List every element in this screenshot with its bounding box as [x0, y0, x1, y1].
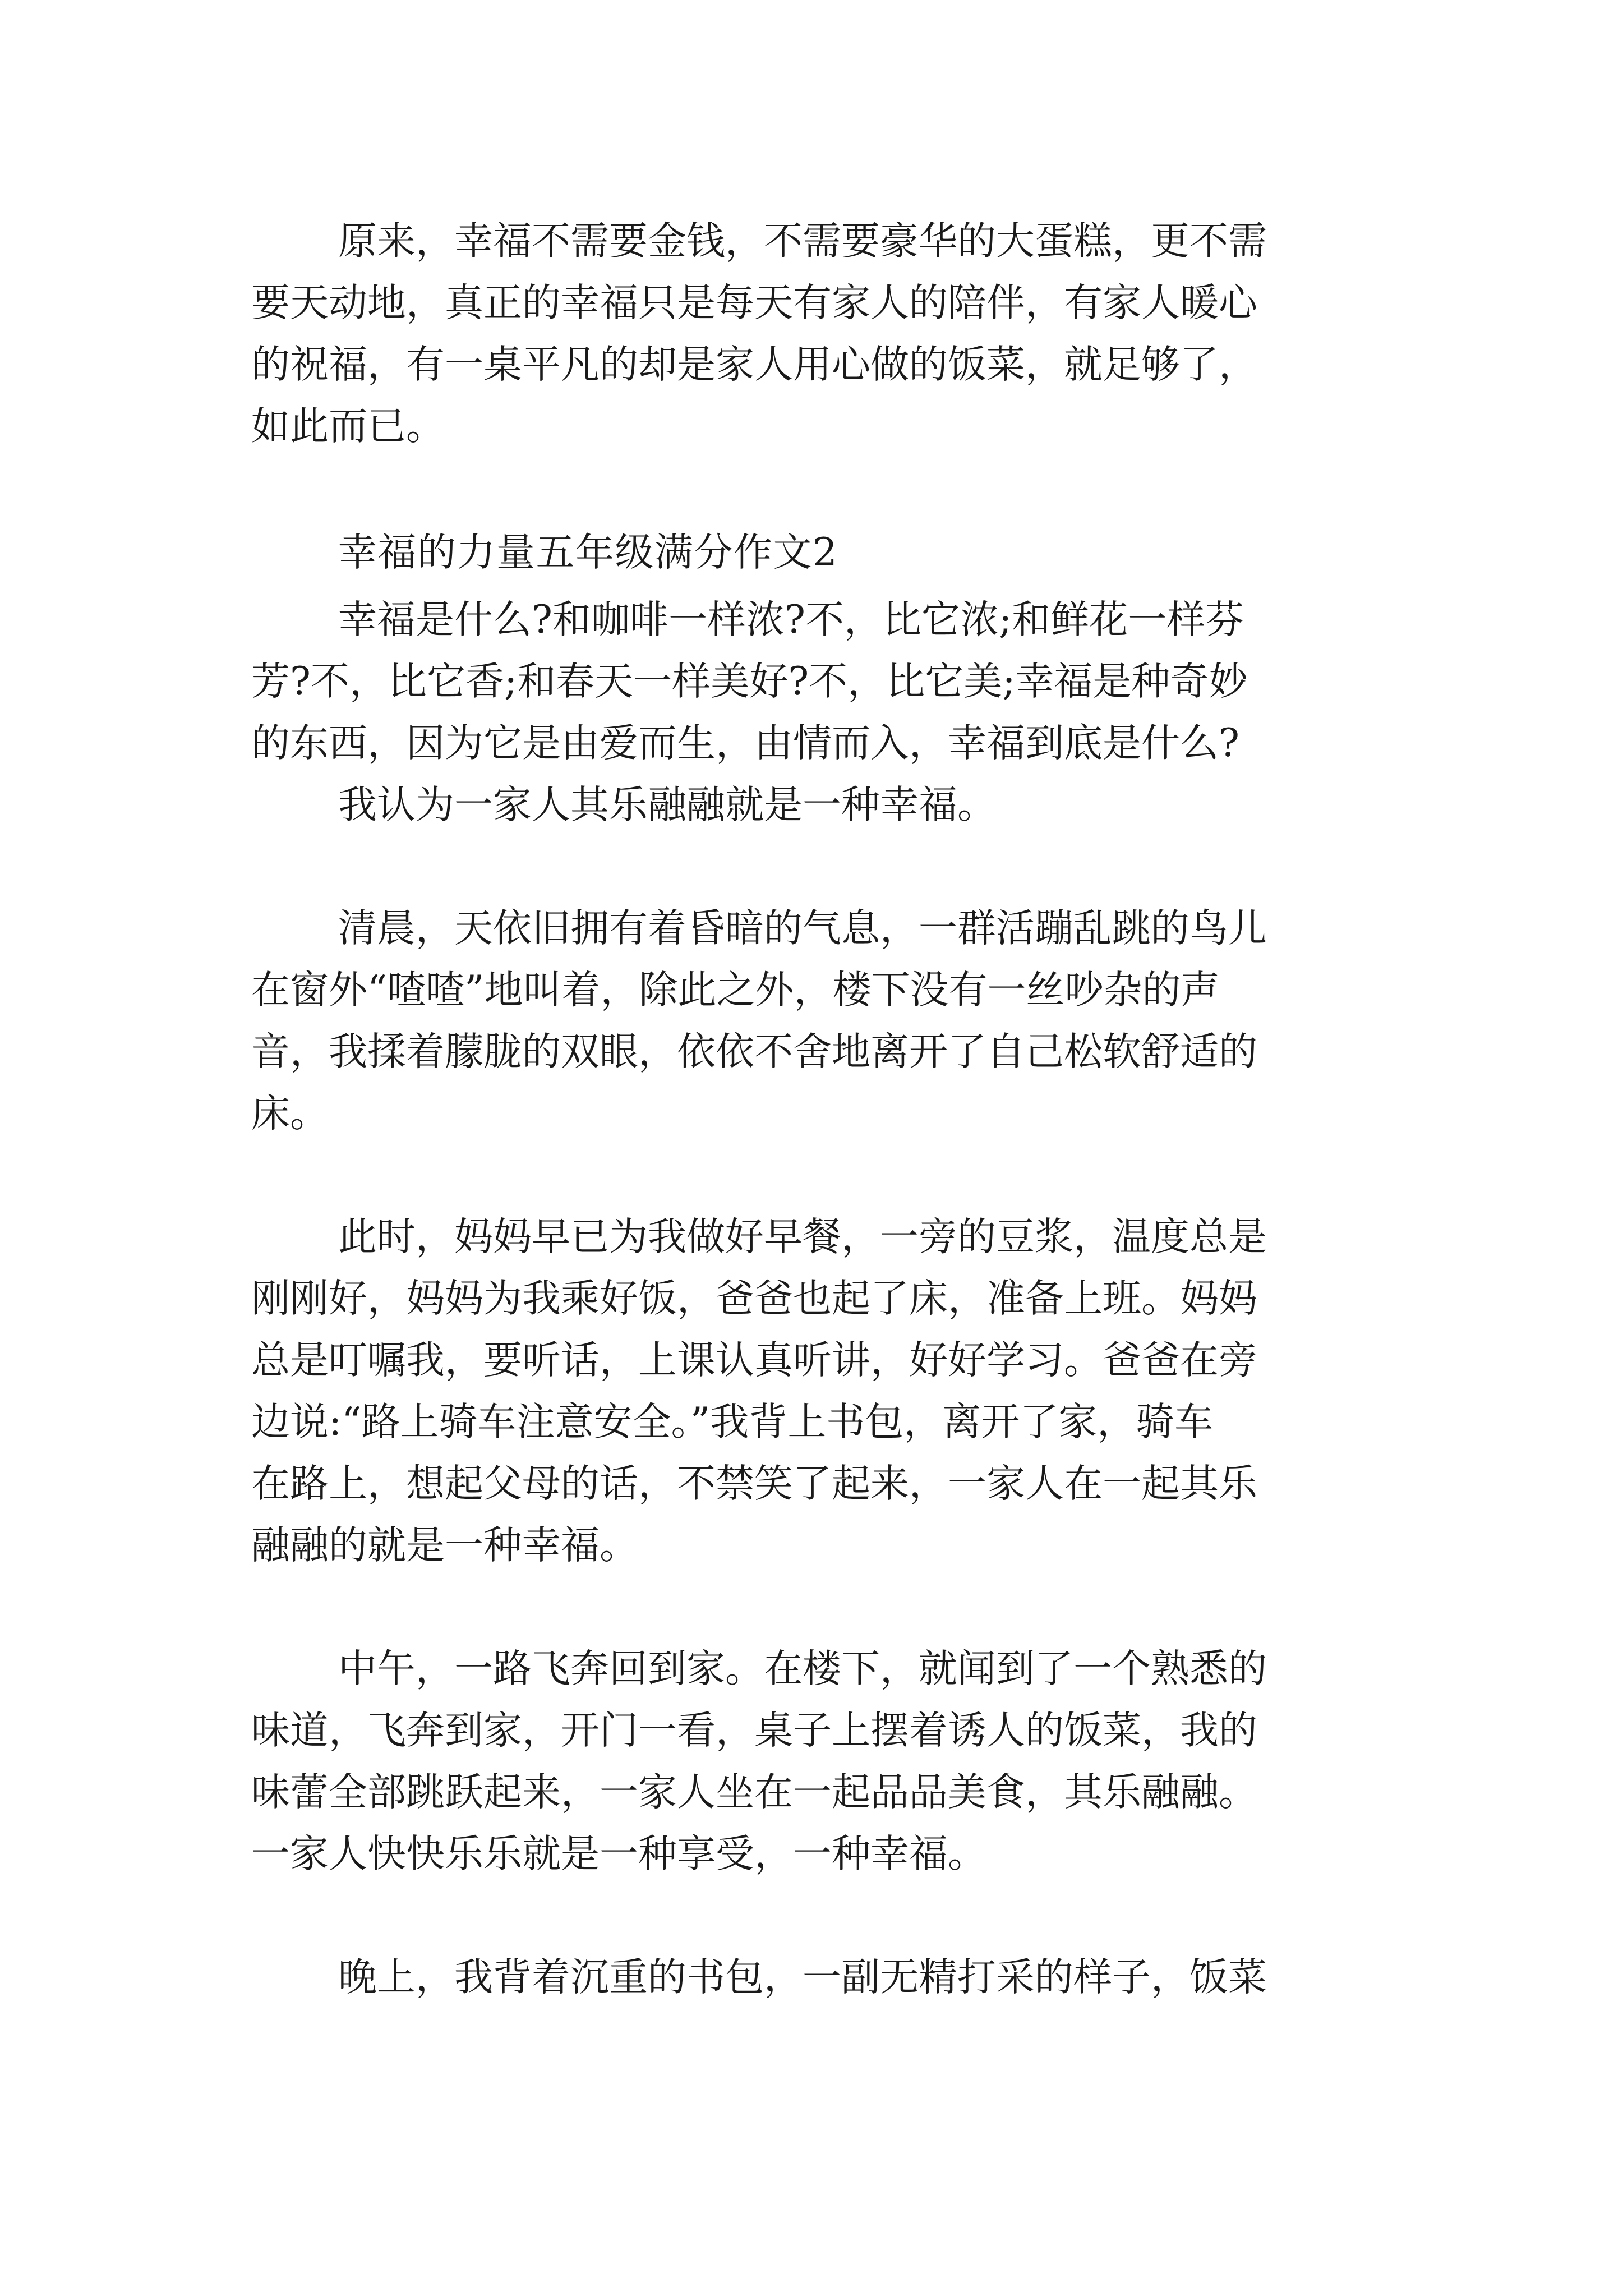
paragraph-line: 总是叮嘱我，要听话，上课认真听讲，好好学习。爸爸在旁 [251, 1338, 1257, 1383]
paragraph-line: 晚上，我背着沉重的书包，一副无精打采的样子，饭菜 [338, 1955, 1267, 2000]
paragraph-line: 要天动地，真正的幸福只是每天有家人的陪伴，有家人暖心 [251, 280, 1257, 325]
paragraph-line: 味道，飞奔到家，开门一看，桌子上摆着诱人的饭菜，我的 [251, 1708, 1257, 1753]
paragraph-line: 我认为一家人其乐融融就是一种幸福。 [338, 783, 996, 827]
paragraph-line: 音，我揉着朦胧的双眼，依依不舍地离开了自己松软舒适的 [251, 1029, 1257, 1074]
paragraph-line: 味蕾全部跳跃起来，一家人坐在一起品品美食，其乐融融。 [251, 1770, 1257, 1815]
paragraph-line: 如此而已。 [251, 404, 445, 449]
paragraph-line: 原来，幸福不需要金钱，不需要豪华的大蛋糕，更不需 [338, 219, 1267, 264]
paragraph-line: 在路上，想起父母的话，不禁笑了起来，一家人在一起其乐 [251, 1461, 1257, 1506]
paragraph-line: 幸福是什么?和咖啡一样浓?不，比它浓;和鲜花一样芬 [338, 597, 1244, 642]
paragraph-line: 边说:“路上骑车注意安全。”我背上书包，离开了家，骑车 [251, 1400, 1214, 1444]
paragraph-line: 融融的就是一种幸福。 [251, 1523, 638, 1568]
paragraph-line: 一家人快快乐乐就是一种享受，一种幸福。 [251, 1832, 986, 1876]
paragraph-line: 清晨，天依旧拥有着昏暗的气息，一群活蹦乱跳的鸟儿 [338, 906, 1267, 951]
paragraph-line: 此时，妈妈早已为我做好早餐，一旁的豆浆，温度总是 [338, 1214, 1267, 1259]
paragraph-line: 刚刚好，妈妈为我乘好饭，爸爸也起了床，准备上班。妈妈 [251, 1276, 1257, 1321]
paragraph-line: 中午，一路飞奔回到家。在楼下，就闻到了一个熟悉的 [338, 1646, 1267, 1691]
paragraph-line: 芳?不，比它香;和春天一样美好?不，比它美;幸福是种奇妙 [251, 659, 1248, 704]
paragraph-line: 在窗外“喳喳”地叫着，除此之外，楼下没有一丝吵杂的声 [251, 968, 1220, 1013]
paragraph-line: 的东西，因为它是由爱而生，由情而入，幸福到底是什么? [251, 721, 1239, 766]
paragraph-line: 的祝福，有一桌平凡的却是家人用心做的饭菜，就足够了， [251, 342, 1257, 387]
section-title: 幸福的力量五年级满分作文2 [338, 530, 838, 575]
paragraph-line: 床。 [251, 1091, 329, 1136]
